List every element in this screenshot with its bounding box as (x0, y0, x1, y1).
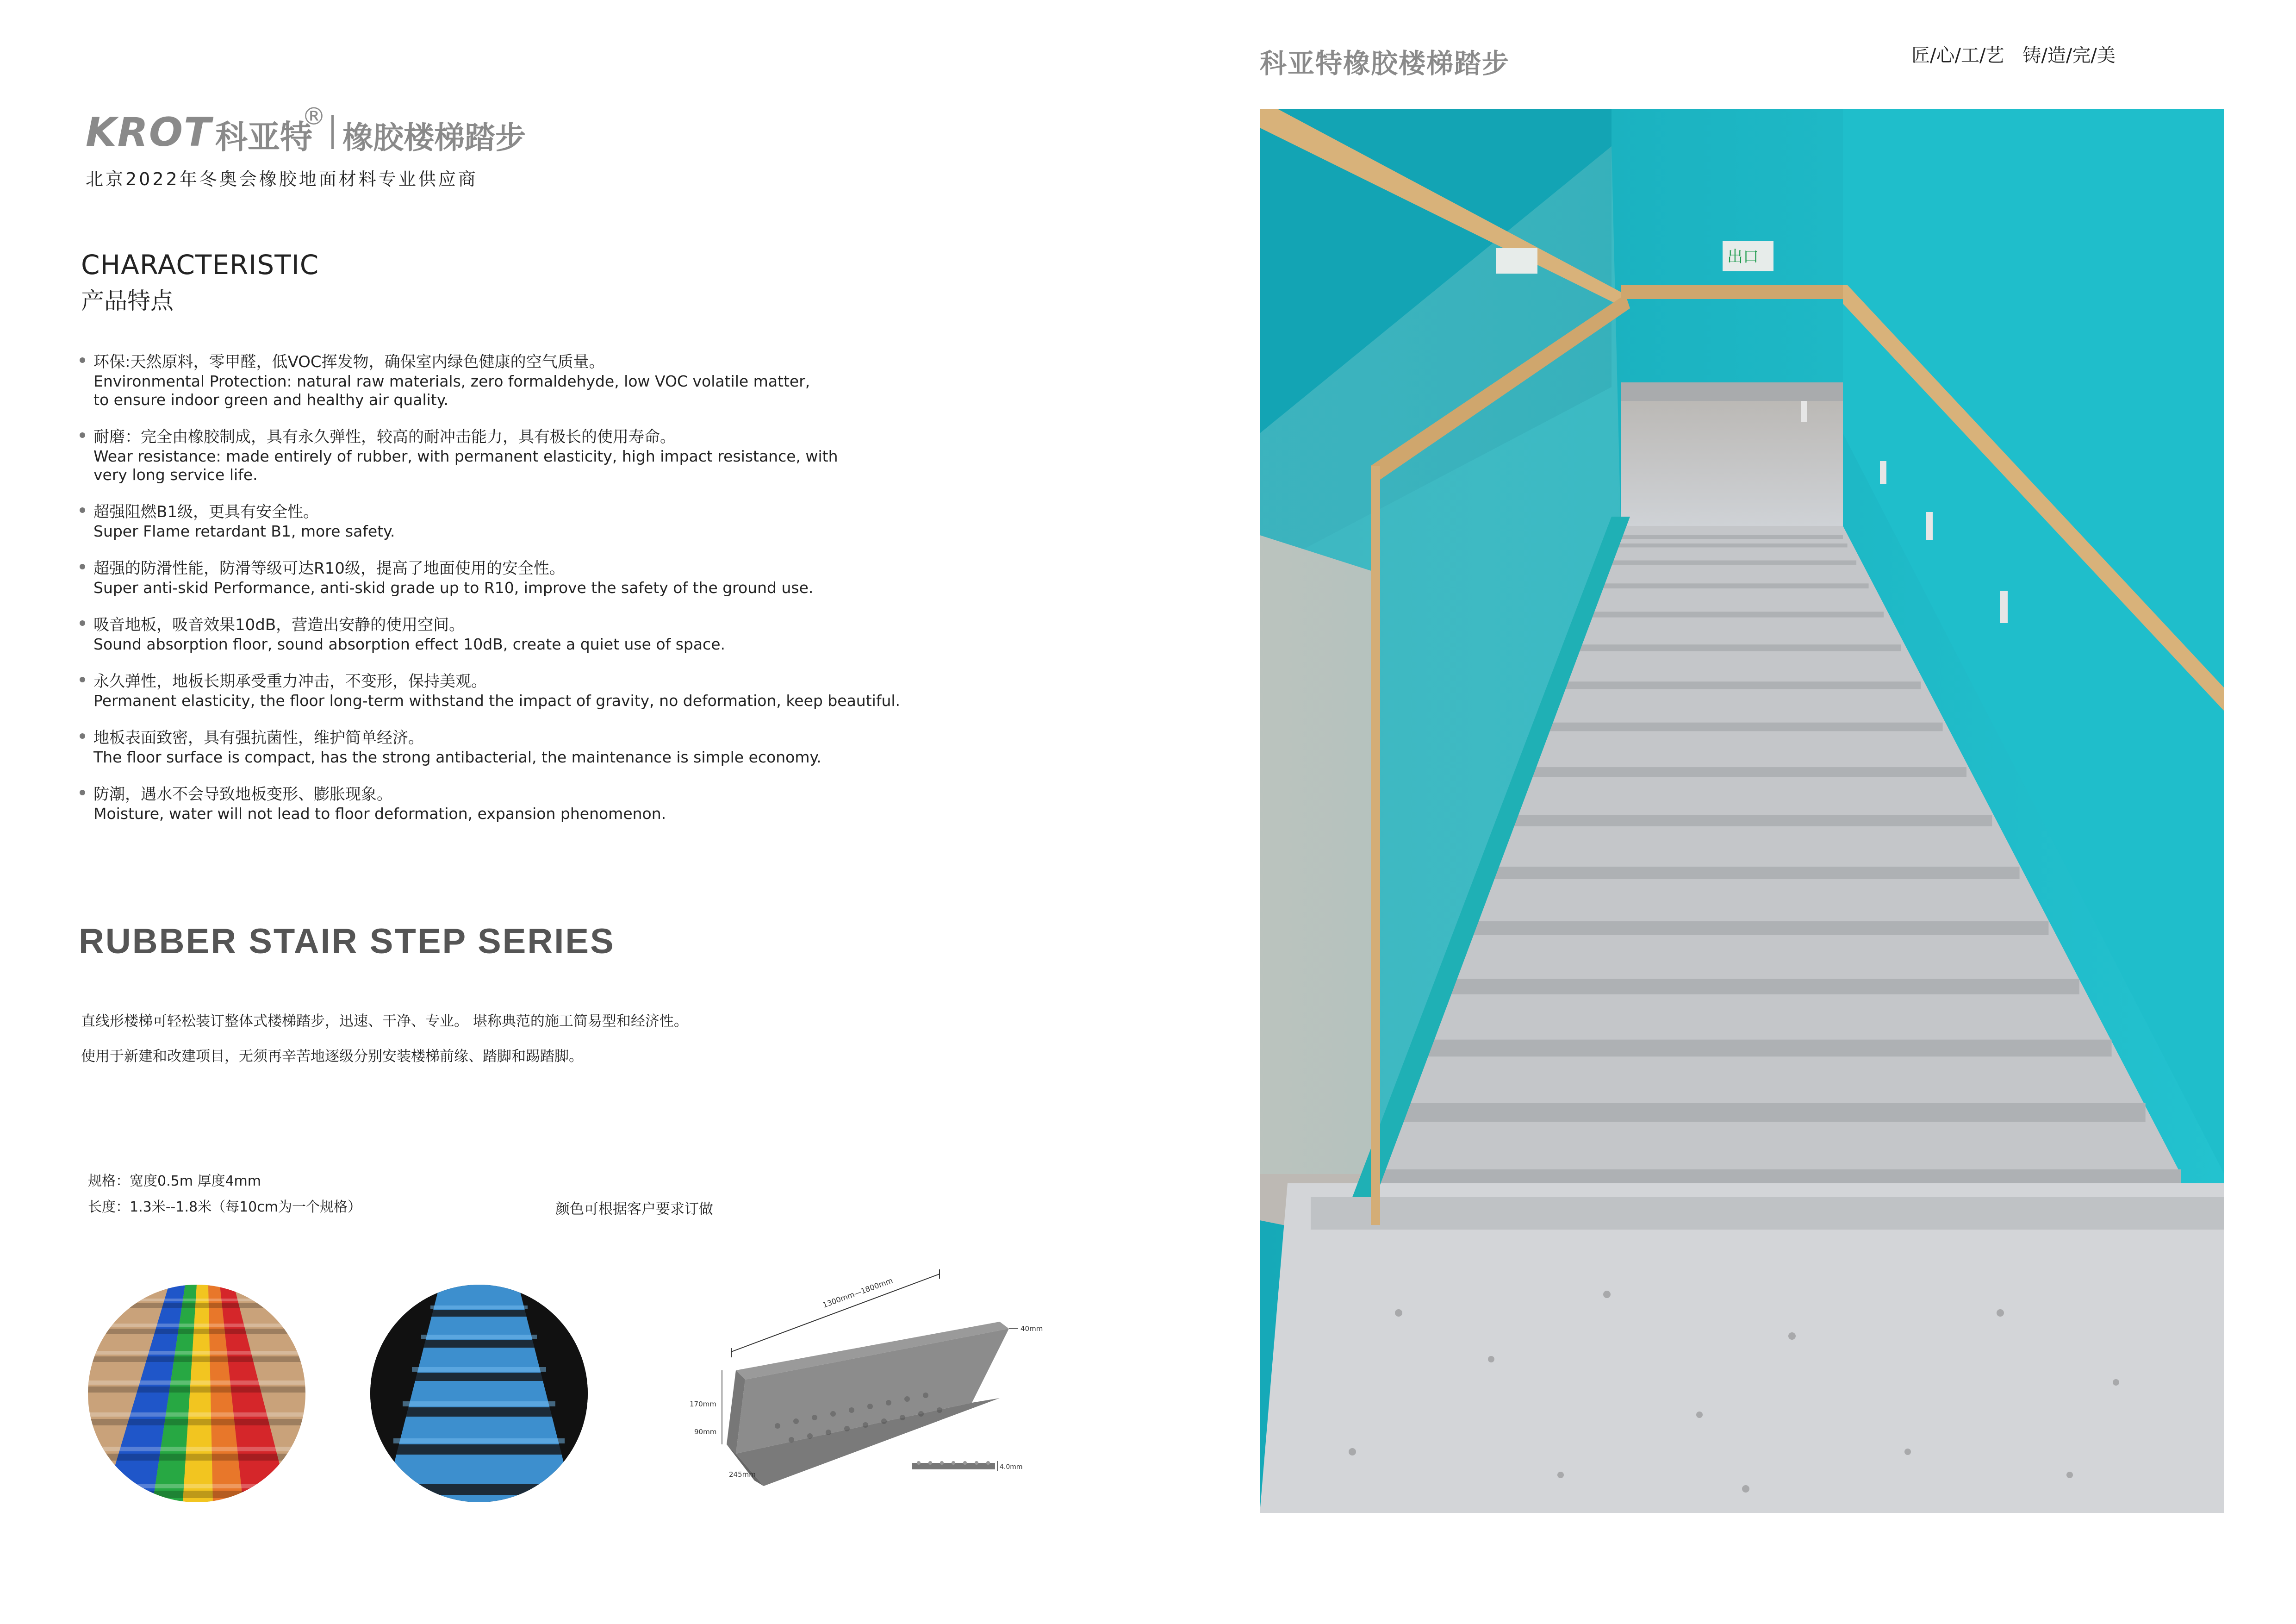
color-custom-note: 颜色可根据客户要求订做 (555, 1201, 713, 1218)
logo-product-name: 橡胶楼梯踏步 (342, 120, 526, 156)
rainbow-stairs-photo (88, 1285, 305, 1502)
spec-size: 规格：宽度0.5m 厚度4mm (88, 1173, 261, 1189)
feature-item (80, 671, 1028, 710)
dim-length: 1300mm—1800mm (821, 1276, 894, 1310)
feature-cn: 耐磨：完全由橡胶制成，具有永久弹性，较高的耐冲击能力，具有极长的使用寿命。 (93, 428, 676, 446)
step-nosing (1528, 767, 1966, 777)
step-nosing (1590, 612, 1884, 617)
tagline: 北京2022年冬奥会橡胶地面材料专业供应商 (86, 169, 478, 189)
characteristic-title-en: CHARACTERISTIC (81, 249, 319, 281)
feature-item (80, 502, 1028, 541)
step-nosing (1618, 543, 1848, 547)
step-nosing (1621, 535, 1843, 539)
dim-lip: 90mm (694, 1428, 717, 1436)
logo-wordmark: KROT (86, 109, 212, 156)
staircase-photo (1260, 109, 2224, 1513)
series-description: 使用于新建和改建项目，无须再辛苦地逐级分别安装楼梯前缘、踏脚和踢踏脚。 (81, 1048, 583, 1065)
feature-en-cont: to ensure indoor green and healthy air quality. (93, 391, 449, 409)
series-title: RUBBER STAIR STEP SERIES (79, 922, 615, 961)
feature-item (80, 427, 1028, 484)
registered-mark: ® (302, 103, 326, 131)
feature-en: Wear resistance: made entirely of rubber, with permanent elasticity, high impact resistance, with (93, 447, 838, 465)
bullet-icon (80, 677, 85, 682)
feature-item (80, 352, 1028, 409)
bullet-icon (80, 733, 85, 739)
bullet-icon (80, 790, 85, 795)
feature-en: Permanent elasticity, the floor long-term withstand the impact of gravity, no deformation, keep beautiful. (93, 692, 901, 710)
feature-cn: 地板表面致密，具有强抗菌性，维护简单经济。 (93, 729, 424, 747)
feature-cn: 环保:天然原料，零甲醛，低VOC挥发物，确保室内绿色健康的空气质量。 (93, 353, 605, 371)
step-nosing (1419, 1040, 2112, 1057)
feature-cn: 超强阻燃B1级，更具有安全性。 (93, 503, 319, 521)
bullet-icon (80, 432, 85, 438)
stair-step-diagram (685, 1259, 1055, 1500)
feature-en: Super anti-skid Performance, anti-skid grade up to R10, improve the safety of the ground use. (93, 579, 814, 597)
dim-riser: 170mm (690, 1400, 716, 1408)
feature-en: Sound absorption floor, sound absorption effect 10dB, create a quiet use of space. (93, 635, 725, 653)
step-nosing (1546, 723, 1943, 731)
feature-cn: 防潮，遇水不会导致地板变形、膨胀现象。 (93, 785, 392, 804)
bullet-icon (80, 507, 85, 513)
step-nosing (1508, 815, 1992, 826)
feature-cn: 永久弹性，地板长期承受重力冲击，不变形，保持美观。 (93, 672, 487, 691)
step-nosing (1466, 921, 2048, 935)
feature-en-cont: very long service life. (93, 466, 258, 484)
bullet-icon (80, 357, 85, 363)
feature-cn: 吸音地板，吸音效果10dB，营造出安静的使用空间。 (93, 616, 465, 634)
slogan: 匠/心/工/艺 铸/造/完/美 (1911, 45, 2116, 66)
logo-brand-cn: 科亚特 (215, 118, 312, 156)
feature-list (80, 352, 1028, 841)
characteristic-title-cn: 产品特点 (81, 287, 174, 314)
feature-cn: 超强的防滑性能，防滑等级可达R10级，提高了地面使用的安全性。 (93, 559, 565, 578)
series-description: 直线形楼梯可轻松装订整体式楼梯踏步，迅速、干净、专业。 堪称典范的施工简易型和经济性。 (81, 1013, 688, 1030)
spec-length: 长度：1.3米--1.8米（每10cm为一个规格） (88, 1199, 361, 1215)
dim-nose: 40mm (1020, 1324, 1043, 1333)
step-nosing (1577, 644, 1901, 651)
logo-divider (331, 115, 334, 149)
feature-en: The floor surface is compact, has the strong antibacterial, the maintenance is simple economy. (93, 748, 821, 766)
feature-item (80, 728, 1028, 767)
step-nosing (1393, 1103, 2145, 1122)
step-nosing (1601, 583, 1868, 588)
bullet-icon (80, 620, 85, 626)
feature-en: Environmental Protection: natural raw materials, zero formaldehyde, low VOC volatile matter, (93, 372, 810, 390)
bullet-icon (80, 564, 85, 569)
feature-en: Super Flame retardant B1, more safety. (93, 522, 395, 540)
feature-item (80, 784, 1028, 823)
blue-stairs-photo (370, 1285, 588, 1502)
step-nosing (1488, 867, 2020, 879)
step-nosing (1611, 561, 1856, 565)
dim-tread: 245mm (729, 1470, 756, 1479)
step-nosing (1443, 979, 2079, 994)
feature-item (80, 558, 1028, 597)
feature-en: Moisture, water will not lead to floor deformation, expansion phenomenon. (93, 805, 666, 823)
right-page-title: 科亚特橡胶楼梯踏步 (1260, 48, 1510, 79)
feature-item (80, 615, 1028, 654)
step-nosing (1562, 681, 1921, 689)
dim-thickness: 4.0mm (1000, 1463, 1023, 1471)
exit-sign-text: 出口 (1727, 248, 1759, 266)
